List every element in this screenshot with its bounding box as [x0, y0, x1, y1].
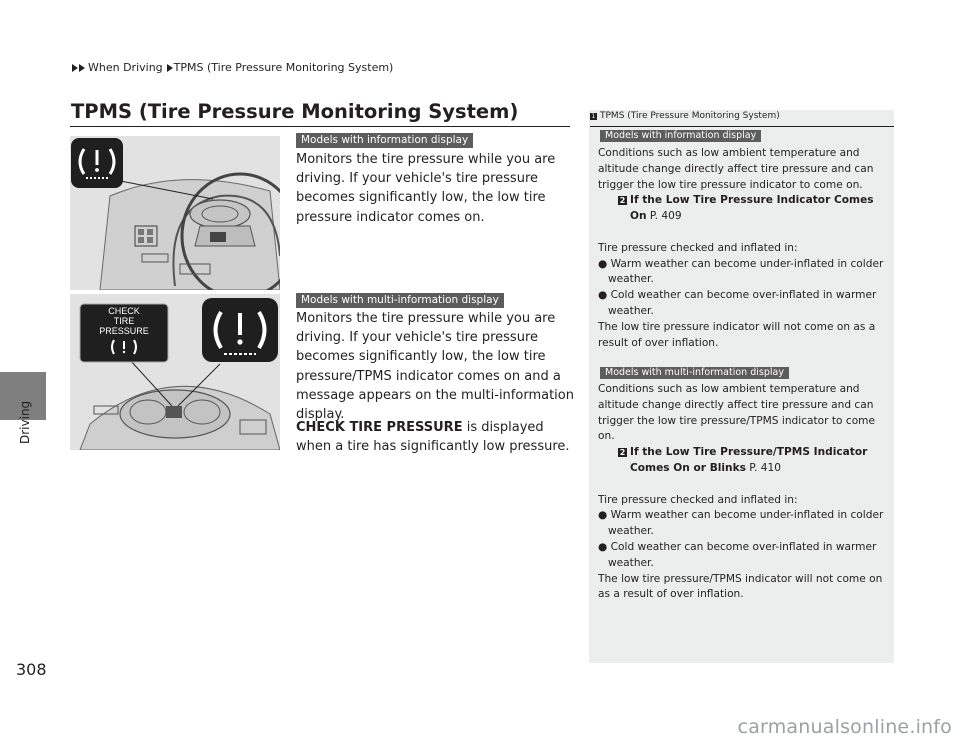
chapter-label: Driving [18, 400, 32, 444]
arrow-icon [72, 64, 78, 72]
cross-reference-link[interactable]: 2 If the Low Tire Pressure Indicator Comes On P. 409 [619, 194, 874, 223]
title-divider [70, 126, 570, 127]
sidebar-badge-information-display: Models with information display [600, 130, 761, 142]
figure-steering-wheel-indicator [70, 136, 280, 290]
sidebar-header-divider [590, 126, 894, 127]
breadcrumb-item-when-driving[interactable]: When Driving [88, 61, 163, 74]
body-text-section1: Monitors the tire pressure while you are driving. If your vehicle's tire pressure becomes significantly low, the low tire pressure indicator comes on. [296, 152, 556, 225]
arrow-icon [79, 64, 85, 72]
cross-reference-icon: 2 [619, 448, 626, 458]
list-item: ● Cold weather can become over-inflated in warmer weather. [598, 289, 877, 317]
arrow-icon [167, 64, 173, 72]
list-item: ● Warm weather can become under-inflated in colder weather. [598, 257, 884, 286]
page-title: TPMS (Tire Pressure Monitoring System) [71, 100, 519, 123]
note-icon: 1 [591, 113, 596, 120]
check-tire-pressure-label: CHECK TIRE PRESSURE [296, 420, 463, 435]
mid-display-message: CHECK TIRE PRESSURE [99, 306, 149, 336]
model-badge-information-display: Models with information display [296, 133, 473, 148]
sidebar-header: 1 TPMS (Tire Pressure Monitoring System) [591, 111, 780, 121]
sidebar-section1: Conditions such as low ambient temperature and altitude change directly affect tire pressure and can trigger the low tire pressure indicator to come on. 2 If the Low Tire Pressure Indicator Comes On P. 409 Tire pressure checked and inflated in: ● Warm weather can become under-inflated in colder weather. ● Cold weather can become over-inflated in warmer weather. The low tire pressure indicator will not come on as a result of over inflation. [598, 146, 888, 351]
cross-reference-link[interactable]: 2 If the Low Tire Pressure/TPMS Indicator Comes On or Blinks P. 410 [619, 446, 868, 474]
list-item: ● Cold weather can become over-inflated in warmer weather. [598, 540, 877, 569]
body-text-check-message: CHECK TIRE PRESSURE is displayed when a tire has significantly low pressure. [296, 420, 570, 455]
breadcrumb [72, 61, 397, 74]
sidebar-section2: Conditions such as low ambient temperature and altitude change directly affect tire pressure and can trigger the low tire pressure/TPMS indicator to come on. 2 If the Low Tire Pressure/TPMS Indicator Comes On or Blinks P. 410 Tire pressure checked and inflated in: ● Warm weather can become under-inflated in colder weather. ● Cold weather can become over-inflated in warmer weather. The low tire pressure/TPMS indicator will not come on as a result of over inflation. [598, 382, 888, 603]
breadcrumb-item-tpms[interactable]: TPMS (Tire Pressure Monitoring System) [173, 61, 394, 74]
body-text-section2: Monitors the tire pressure while you are driving. If your vehicle's tire pressure becomes significantly low, the low tire pressure/TPMS indicator comes on and a message appears on the multi-information display. [296, 311, 574, 423]
figure-multi-information-display [70, 294, 280, 450]
sidebar-badge-multi-information-display: Models with multi-information display [600, 367, 789, 379]
watermark: carmanualsonline.info [737, 716, 952, 738]
dashboard-illustration [70, 136, 280, 290]
page-number: 308 [16, 660, 47, 679]
model-badge-multi-information-display: Models with multi-information display [296, 293, 504, 308]
cross-reference-icon: 2 [619, 196, 626, 206]
list-item: ● Warm weather can become under-inflated in colder weather. [598, 509, 884, 538]
